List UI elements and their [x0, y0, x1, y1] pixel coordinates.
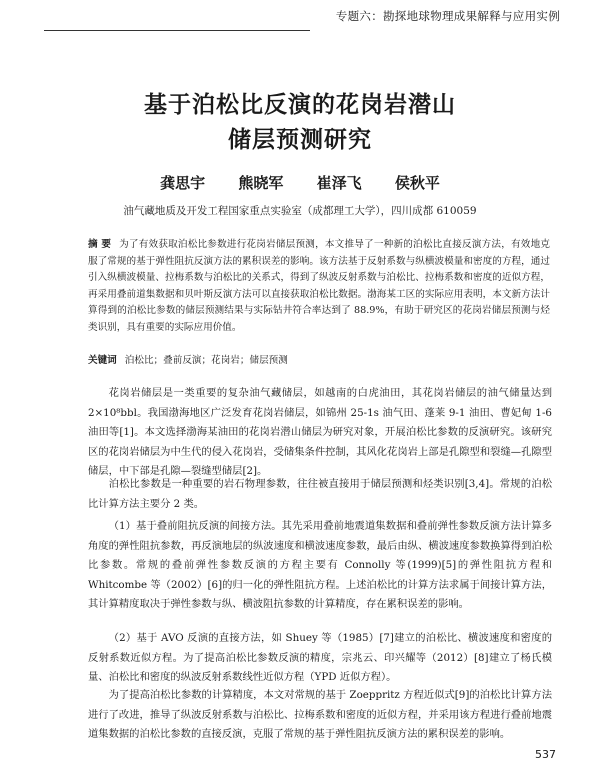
- keywords-label: 关键词: [88, 355, 117, 366]
- body-paragraph-4: （2）基于 AVO 反演的直接方法，如 Shuey 等（1985）[7]建立的泊松比、横波速度和密度的反射系数近似方程。为了提高泊松比参数反演的精度，宗兆云、印兴耀等（2012）[8]建立了杨氏模量、泊松比和密度的纵波反射系数线性近似方程（YPD 近似方程）。: [88, 632, 552, 684]
- body-paragraph-1: 花岗岩储层是一类重要的复杂油气藏储层，如越南的白虎油田，其花岗岩储层的油气储量达到 2×10⁸bbl。我国渤海地区广泛发育花岗岩储层，如锦州 25-1s 油气田、蓬莱 9-1 油田、曹妃甸 1-6 油田等[1]。本文选择渤海某油田的花岗岩潜山储层为研究对象，开展泊松比参数的反演研究。该研究区的花岗岩储层为中生代的侵入花岗岩，受储集条件控制，其风化花岗岩上部是孔隙型和裂缝—孔隙型储层，中下部是孔隙—裂缝型储层[2]。: [88, 387, 552, 478]
- author-name: 熊晓军: [238, 174, 284, 192]
- header-rule: [44, 30, 310, 31]
- body-paragraph-3: （1）基于叠前阻抗反演的间接方法。其先采用叠前地震道集数据和叠前弹性参数反演方法计算多角度的弹性阻抗参数，再反演地层的纵波速度和横波速度参数，最后由纵、横波速度参数换算得到泊松比参数。常规的叠前弹性参数反演的方程主要有 Connolly 等(1999)[5]的弹性阻抗方程和 Whitcombe 等（2002）[6]的归一化的弹性阻抗方程。上述泊松比的计算方法求属于间接计算方法，其计算精度取决于弹性参数与纵、横波阻抗参数的计算精度，存在累积误差的影响。: [88, 520, 552, 611]
- author-name: 侯秋平: [394, 174, 440, 192]
- author-list: [0, 172, 600, 193]
- affiliation: 油气藏地质及开发工程国家重点实验室（成都理工大学），四川成都 610059: [123, 205, 477, 217]
- running-head: 专题六：勘探地球物理成果解释与应用实例: [335, 9, 560, 23]
- abstract-label: 摘 要: [88, 239, 112, 250]
- author-name: 崔泽飞: [316, 174, 362, 192]
- body-paragraph-2: 泊松比参数是一种重要的岩石物理参数，往往被直接用于储层预测和烃类识别[3,4]。常规的泊松比计算方法主要分 2 类。: [88, 478, 552, 510]
- paper-title-line-2: 储层预测研究: [228, 127, 372, 153]
- body-paragraph-5: 为了提高泊松比参数的计算精度，本文对常规的基于 Zoeppritz 方程近似式[9]的泊松比计算方法进行了改进，推导了纵波反射系数与泊松比、拉梅系数和密度的近似方程，并采用该方程进行叠前地震道集数据的泊松比参数的直接反演，克服了常规的基于弹性阻抗反演方法的累积误差的影响。: [88, 689, 552, 741]
- keywords: [88, 353, 550, 369]
- abstract-text: 为了有效获取泊松比参数进行花岗岩储层预测，本文推导了一种新的泊松比直接反演方法，有效地克服了常规的基于弹性阻抗反演方法的累积误差的影响。该方法基于反射系数与纵横波模量和密度的方程，通过引入纵横波模量、拉梅系数与泊松比的关系式，得到了纵波反射系数与泊松比、拉梅系数和密度的近似方程，再采用叠前道集数据和贝叶斯反演方法可以直接获取泊松比数据。渤海某工区的实际应用表明，本文新方法计算得到的泊松比参数的储层预测结果与实际钻井符合率达到了 88.9%，有助于研究区的花岗岩储层预测与烃类识别，具有重要的实际应用价值。: [88, 239, 550, 333]
- paper-title-line-1: 基于泊松比反演的花岗岩潜山: [144, 92, 456, 118]
- abstract: [88, 237, 550, 337]
- page-number: 537: [535, 748, 556, 761]
- keywords-text: 泊松比；叠前反演；花岗岩；储层预测: [124, 355, 288, 366]
- author-name: 龚思宇: [160, 174, 206, 192]
